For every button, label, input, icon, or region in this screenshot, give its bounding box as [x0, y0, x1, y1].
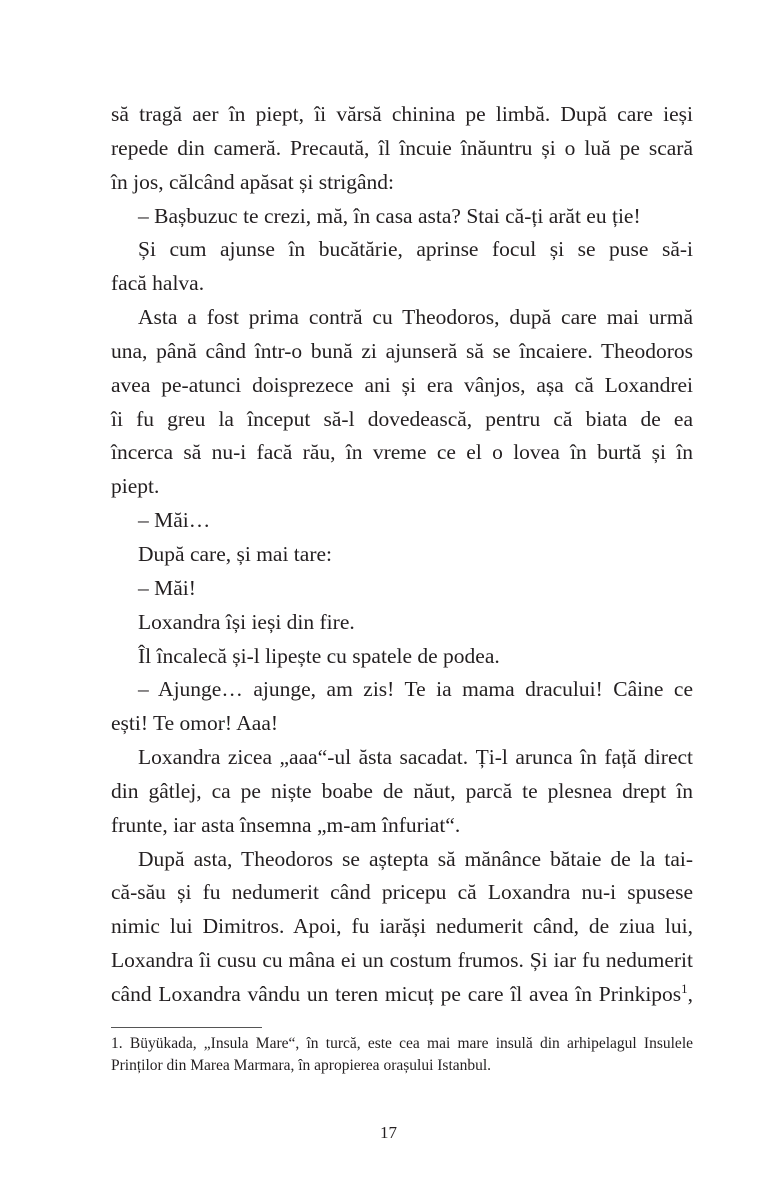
body-text [111, 98, 693, 1012]
text-line: piept. [111, 474, 160, 499]
page-number: 17 [380, 1123, 397, 1142]
footnote-line: Prinților din Marea Marmara, în apropierea orașului Istanbul. [111, 1056, 492, 1074]
dialogue-line: – Măi! [138, 575, 196, 600]
text-line: încerca să nu-i facă rău, în vreme ce el o lovea în burtă și în [111, 440, 693, 465]
paragraph-start: Asta a fost prima contră cu Theodoros, după care mai urmă [138, 305, 693, 330]
footnote [111, 1033, 693, 1076]
text-line: avea pe-atunci doisprezece ani și era vânjos, așa că Loxandrei [111, 372, 693, 397]
paragraph-start: Și cum ajunse în bucătărie, aprinse focul și se puse să-i [138, 237, 693, 262]
dialogue-line: – Măi… [138, 508, 211, 533]
text-line: că-său și fu nedumerit când pricepu că Loxandra nu-i spusese [111, 880, 693, 905]
text-line: frunte, iar asta însemna „m-am înfuriat“. [111, 812, 461, 837]
text-line: repede din cameră. Precaută, îl încuie înăuntru și o luă pe scară [111, 135, 693, 160]
paragraph-start: Loxandra zicea „aaa“-ul ăsta sacadat. Ți-l arunca în față direct [138, 745, 693, 770]
text-line: în jos, călcând apăsat și strigând: [111, 169, 395, 194]
paragraph-start: Loxandra își ieși din fire. [138, 609, 355, 634]
paragraph-start: Îl încalecă și-l lipește cu spatele de podea. [138, 643, 500, 668]
text-line: una, până când într-o bună zi ajunseră să se încaiere. Theodoros [111, 338, 693, 363]
text-line-content: când Loxandra vându un teren micuț pe care îl avea în Prinkipos [111, 981, 682, 1006]
footnote-line: 1. Büyükada, „Insula Mare“, în turcă, este cea mai mare insulă din arhipelagul Insulele [111, 1035, 693, 1052]
text-line [111, 978, 693, 1012]
text-line-punctuation: , [687, 981, 693, 1006]
paragraph-start: După asta, Theodoros se aștepta să mănânce bătaie de la tai- [138, 846, 693, 871]
text-line: să tragă aer în piept, îi vărsă chinina pe limbă. După care ieși [111, 102, 693, 126]
footnote-separator [111, 1027, 262, 1028]
text-line: nimic lui Dimitros. Apoi, fu iarăși nedumerit când, de ziua lui, [111, 914, 693, 939]
text-line: ești! Te omor! Aaa! [111, 711, 279, 736]
dialogue-line: – Ajunge… ajunge, am zis! Te ia mama dracului! Câine ce [138, 677, 693, 702]
text-line: din gâtlej, ca pe niște boabe de năut, parcă te plesnea drept în [111, 778, 693, 803]
footnote-marker[interactable]: 1 [681, 981, 688, 996]
text-line: facă halva. [111, 271, 205, 296]
text-line: Loxandra îi cusu cu mâna ei un costum frumos. Și iar fu nedumerit [111, 948, 693, 973]
dialogue-line: – Bașbuzuc te crezi, mă, în casa asta? Stai că-ți arăt eu ție! [138, 203, 641, 228]
text-line: îi fu greu la început să-l dovedească, pentru că biata de ea [111, 406, 693, 431]
paragraph-start: După care, și mai tare: [138, 541, 333, 566]
